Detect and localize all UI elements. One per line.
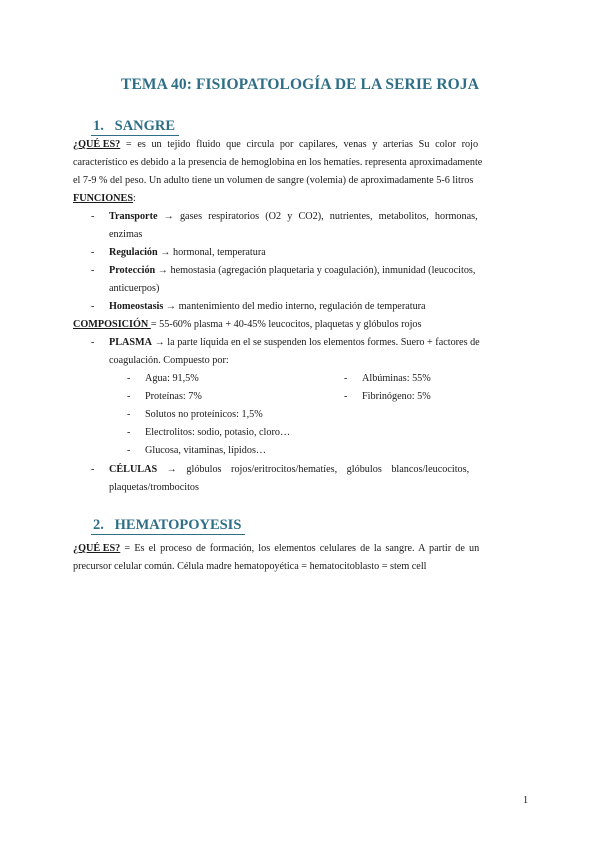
funcion-name: Homeostasis [109, 301, 164, 312]
bullet: - [344, 373, 348, 384]
section-heading-sangre [93, 118, 175, 135]
bullet: - [127, 445, 131, 456]
plasma-line-cont: coagulación. Compuesto por: [109, 355, 229, 366]
celulas-line [109, 461, 469, 479]
composicion-text: = 55-60% plasma + 40-45% leucocitos, plaquetas y glóbulos rojos [150, 319, 422, 330]
celulas-line-cont: plaquetas/trombocitos [109, 482, 199, 493]
plasma-item: Solutos no proteínicos: 1,5% [145, 409, 263, 420]
section-number: 2. [93, 517, 104, 533]
plasma-text: → la parte líquida en el se suspenden los elementos formes. Suero + factores de [152, 337, 480, 348]
section-heading-hematopoyesis [93, 517, 241, 534]
que-es-text: = es un tejido fluido que circula por capilares, venas y arterias Su color rojo [120, 139, 479, 150]
composicion-line [73, 316, 422, 334]
que-es-text: = Es el proceso de formación, los elementos celulares de la sangre. A partir de un [120, 543, 480, 554]
funciones-colon: : [133, 193, 136, 204]
plasma-item: Electrolitos: sodio, potasio, cloro… [145, 427, 291, 438]
bullet: - [91, 211, 95, 222]
funcion-text: → mantenimiento del medio interno, regulación de temperatura [163, 301, 426, 312]
que-es-line-1 [73, 540, 479, 558]
bullet: - [91, 301, 95, 312]
plasma-item: Proteínas: 7% [145, 391, 202, 402]
celulas-text: → glóbulos rojos/eritrocitos/hematíes, glóbulos blancos/leucocitos, [157, 464, 470, 475]
bullet: - [91, 464, 95, 475]
plasma-item: Glucosa, vitaminas, lípidos… [145, 445, 267, 456]
section-title: HEMATOPOYESIS [114, 517, 242, 533]
bullet: - [127, 391, 131, 402]
page-number: 1 [523, 795, 529, 806]
bullet: - [91, 337, 95, 348]
plasma-item: Fibrinógeno: 5% [362, 391, 431, 402]
bullet: - [91, 265, 95, 276]
funcion-name: Regulación [109, 247, 158, 258]
funciones-heading [73, 190, 136, 208]
funcion-regulacion [109, 244, 266, 262]
que-es-line-2: precursor celular común. Célula madre hematopoyética = hematocitoblasto = stem cell [73, 561, 427, 572]
que-es-label: ¿QUÉ ES? [73, 543, 121, 554]
bullet: - [127, 427, 131, 438]
plasma-item: Agua: 91,5% [145, 373, 199, 384]
que-es-line-3: el 7-9 % del peso. Un adulto tiene un volumen de sangre (volemia) de aproximadamente 5-6 litros [73, 175, 474, 186]
bullet: - [127, 373, 131, 384]
plasma-line [109, 334, 480, 352]
section-number: 1. [93, 118, 104, 134]
heading-underline [91, 534, 245, 535]
que-es-line-2: característico es debido a la presencia de hemoglobina en los hematíes. representa aproximadamente [73, 157, 483, 168]
funcion-proteccion-cont: anticuerpos) [109, 283, 160, 294]
funciones-label: FUNCIONES [73, 193, 134, 204]
funcion-transporte-cont: enzimas [109, 229, 143, 240]
plasma-name: PLASMA [109, 337, 153, 348]
funcion-text: → hemostasia (agregación plaquetaria y coagulación), inmunidad (leucocitos, [155, 265, 476, 276]
section-title: SANGRE [114, 118, 176, 134]
funcion-name: Transporte [109, 211, 158, 222]
funcion-text: → hormonal, temperatura [157, 247, 266, 258]
bullet: - [91, 247, 95, 258]
celulas-name: CÉLULAS [109, 464, 158, 475]
composicion-label: COMPOSICIÓN [73, 319, 151, 330]
bullet: - [344, 391, 348, 402]
funcion-text: → gases respiratorios (O2 y CO2), nutrientes, metabolitos, hormonas, [157, 211, 478, 222]
funcion-name: Protección [109, 265, 156, 276]
bullet: - [127, 409, 131, 420]
funcion-homeostasis [109, 298, 426, 316]
document-title: TEMA 40: FISIOPATOLOGÍA DE LA SERIE ROJA [121, 76, 479, 93]
que-es-label: ¿QUÉ ES? [73, 139, 121, 150]
plasma-item: Albúminas: 55% [362, 373, 431, 384]
que-es-line-1 [73, 136, 528, 154]
funcion-transporte [109, 208, 478, 226]
funcion-proteccion [109, 262, 475, 280]
